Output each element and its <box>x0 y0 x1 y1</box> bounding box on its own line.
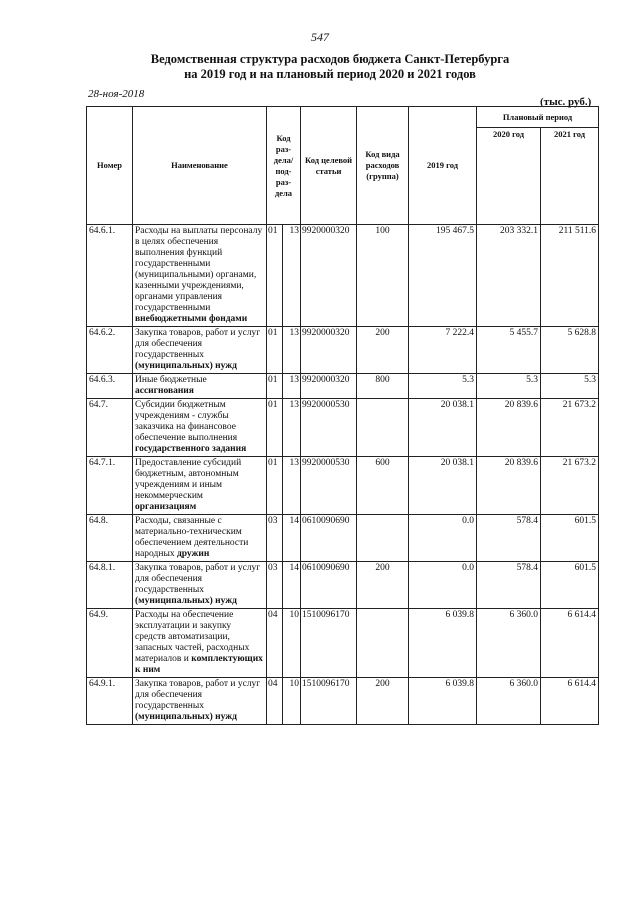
row-expense-type <box>357 609 409 678</box>
row-target-code: 1510096170 <box>301 678 357 725</box>
document-title <box>120 52 540 82</box>
row-amount-2020: 578.4 <box>477 515 541 562</box>
row-section: 01 <box>267 327 283 374</box>
row-number: 64.8. <box>87 515 133 562</box>
row-expense-type: 200 <box>357 678 409 725</box>
row-target-code: 0610090690 <box>301 562 357 609</box>
table-row <box>87 225 599 327</box>
row-expense-type: 200 <box>357 562 409 609</box>
row-section: 03 <box>267 515 283 562</box>
table-row <box>87 327 599 374</box>
title-line-1: Ведомственная структура расходов бюджета Санкт-Петербурга <box>150 52 510 66</box>
document-date: 28-ноя-2018 <box>88 88 145 100</box>
row-subsection: 10 <box>283 678 301 725</box>
page-number: 547 <box>311 30 329 44</box>
row-name-text: Иные бюджетные <box>135 375 207 385</box>
row-name <box>133 374 267 399</box>
row-subsection: 13 <box>283 327 301 374</box>
row-amount-2019: 6 039.8 <box>409 678 477 725</box>
row-number: 64.6.1. <box>87 225 133 327</box>
header-section: Код раз- дела/ под- раз- дела <box>267 107 301 225</box>
row-name-last-line: государственного задания <box>135 444 247 454</box>
row-name <box>133 678 267 725</box>
row-amount-2020: 20 839.6 <box>477 457 541 515</box>
row-amount-2020: 6 360.0 <box>477 609 541 678</box>
row-subsection: 10 <box>283 609 301 678</box>
row-amount-2021: 601.5 <box>541 562 599 609</box>
table-row <box>87 562 599 609</box>
row-amount-2021: 601.5 <box>541 515 599 562</box>
row-section: 04 <box>267 678 283 725</box>
row-amount-2019: 20 038.1 <box>409 399 477 457</box>
row-name <box>133 609 267 678</box>
row-subsection: 13 <box>283 457 301 515</box>
row-expense-type: 100 <box>357 225 409 327</box>
row-name-text: Расходы, связанные с материально-техническим обеспечением деятельности народных <box>135 516 249 559</box>
row-name-last-line: комплектующих к ним <box>135 654 263 675</box>
row-amount-2020: 20 839.6 <box>477 399 541 457</box>
row-number: 64.7. <box>87 399 133 457</box>
table-row <box>87 457 599 515</box>
row-section: 01 <box>267 225 283 327</box>
row-amount-2019: 7 222.4 <box>409 327 477 374</box>
header-number: Номер <box>87 107 133 225</box>
row-subsection: 13 <box>283 225 301 327</box>
row-amount-2019: 5.3 <box>409 374 477 399</box>
row-section: 04 <box>267 609 283 678</box>
row-name-text: Закупка товаров, работ и услуг для обеспечения государственных <box>135 679 261 711</box>
row-amount-2019: 20 038.1 <box>409 457 477 515</box>
row-amount-2021: 6 614.4 <box>541 678 599 725</box>
row-section: 03 <box>267 562 283 609</box>
row-name <box>133 399 267 457</box>
row-name-last-line: (муниципальных) нужд <box>135 596 237 606</box>
row-target-code: 9920000530 <box>301 399 357 457</box>
row-amount-2019: 0.0 <box>409 515 477 562</box>
row-subsection: 14 <box>283 562 301 609</box>
header-planned-period: Плановый период <box>477 107 599 128</box>
table-body <box>87 225 599 725</box>
row-number: 64.9.1. <box>87 678 133 725</box>
header-target: Код целевой статьи <box>301 107 357 225</box>
row-target-code: 9920000320 <box>301 374 357 399</box>
row-amount-2019: 195 467.5 <box>409 225 477 327</box>
table-row <box>87 678 599 725</box>
row-amount-2020: 5 455.7 <box>477 327 541 374</box>
header-2019: 2019 год <box>409 107 477 225</box>
row-name-text: Предоставление субсидий бюджетным, автономным учреждениям и иным некоммерческим <box>135 458 242 501</box>
row-name-last-line: внебюджетными фондами <box>135 314 248 324</box>
row-name <box>133 327 267 374</box>
row-amount-2021: 6 614.4 <box>541 609 599 678</box>
header-2021: 2021 год <box>541 128 599 225</box>
table-row <box>87 609 599 678</box>
row-target-code: 9920000320 <box>301 225 357 327</box>
row-name <box>133 562 267 609</box>
row-name-text: Закупка товаров, работ и услуг для обеспечения государственных <box>135 328 261 360</box>
row-number: 64.8.1. <box>87 562 133 609</box>
row-expense-type: 200 <box>357 327 409 374</box>
row-name-text: Субсидии бюджетным учреждениям - службы заказчика на финансовое обеспечение выполнения <box>135 400 238 443</box>
row-name-last-line: организациям <box>135 502 197 512</box>
row-number: 64.9. <box>87 609 133 678</box>
row-subsection: 13 <box>283 399 301 457</box>
units-label: (тыс. руб.) <box>540 96 592 108</box>
row-amount-2021: 21 673.2 <box>541 399 599 457</box>
row-number: 64.6.2. <box>87 327 133 374</box>
table-row <box>87 399 599 457</box>
row-amount-2021: 5 628.8 <box>541 327 599 374</box>
row-name-text: Расходы на обеспечение эксплуатации и закупку средств автоматизации, запасных частей, расходных материалов и <box>135 610 250 664</box>
row-name-last-line: дружин <box>176 549 210 559</box>
row-amount-2021: 211 511.6 <box>541 225 599 327</box>
row-amount-2019: 6 039.8 <box>409 609 477 678</box>
row-name <box>133 225 267 327</box>
row-subsection: 14 <box>283 515 301 562</box>
row-expense-type <box>357 515 409 562</box>
table-row <box>87 515 599 562</box>
row-name <box>133 457 267 515</box>
row-target-code: 9920000320 <box>301 327 357 374</box>
row-expense-type: 600 <box>357 457 409 515</box>
header-expense-type: Код вида расходов (группа) <box>357 107 409 225</box>
row-number: 64.7.1. <box>87 457 133 515</box>
row-section: 01 <box>267 374 283 399</box>
row-expense-type <box>357 399 409 457</box>
row-name-last-line: (муниципальных) нужд <box>135 361 237 371</box>
row-amount-2021: 21 673.2 <box>541 457 599 515</box>
row-amount-2020: 203 332.1 <box>477 225 541 327</box>
row-amount-2020: 5.3 <box>477 374 541 399</box>
row-name-last-line: ассигнования <box>135 386 194 396</box>
row-name-last-line: (муниципальных) нужд <box>135 712 237 722</box>
row-expense-type: 800 <box>357 374 409 399</box>
row-target-code: 0610090690 <box>301 515 357 562</box>
row-target-code: 1510096170 <box>301 609 357 678</box>
row-name-text: Расходы на выплаты персоналу в целях обеспечения выполнения функций государственными (муниципальными) органами, казенными учреждениями, органами управления государственными <box>135 226 263 313</box>
row-amount-2020: 6 360.0 <box>477 678 541 725</box>
row-target-code: 9920000530 <box>301 457 357 515</box>
row-amount-2019: 0.0 <box>409 562 477 609</box>
row-section: 01 <box>267 457 283 515</box>
row-number: 64.6.3. <box>87 374 133 399</box>
header-name: Наименование <box>133 107 267 225</box>
row-subsection: 13 <box>283 374 301 399</box>
row-name <box>133 515 267 562</box>
row-amount-2021: 5.3 <box>541 374 599 399</box>
table-row <box>87 374 599 399</box>
title-line-2: на 2019 год и на плановый период 2020 и 2021 годов <box>184 67 476 81</box>
row-section: 01 <box>267 399 283 457</box>
header-2020: 2020 год <box>477 128 541 225</box>
row-name-text: Закупка товаров, работ и услуг для обеспечения государственных <box>135 563 261 595</box>
row-amount-2020: 578.4 <box>477 562 541 609</box>
budget-table <box>86 106 599 725</box>
